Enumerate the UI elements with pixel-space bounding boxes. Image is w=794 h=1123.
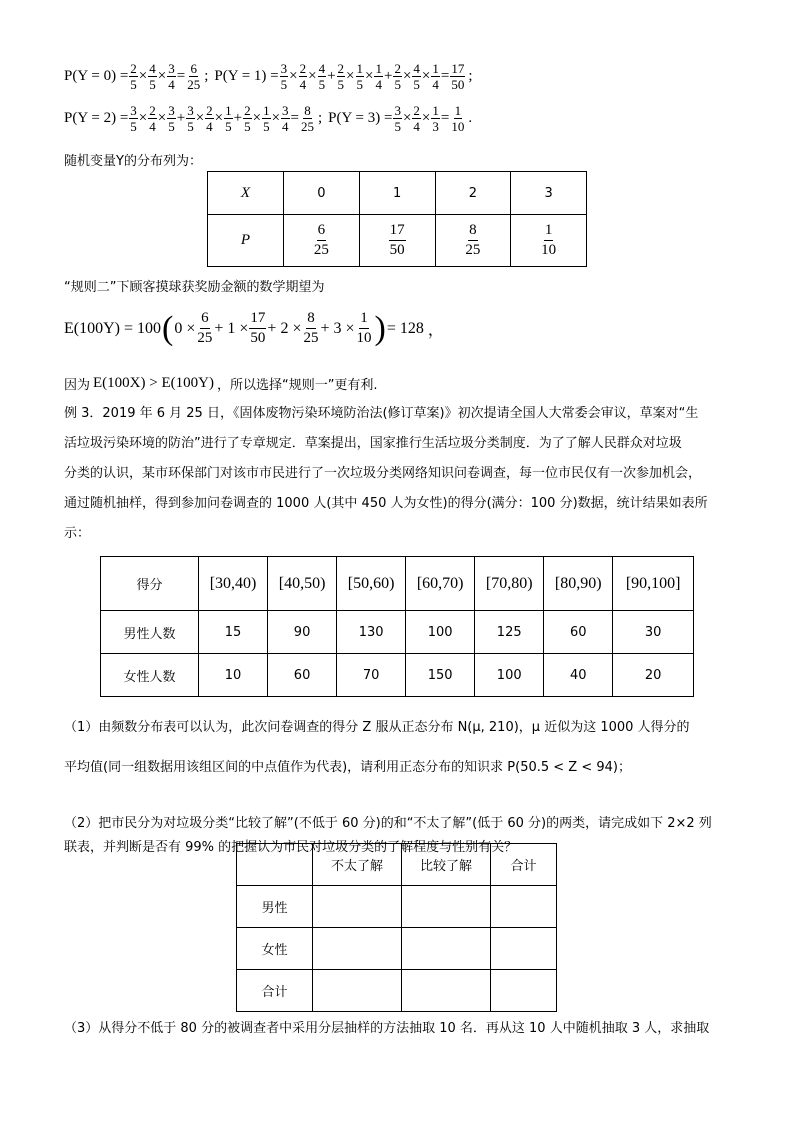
table-row (237, 928, 557, 970)
fraction (337, 62, 346, 91)
frac-num: 1 (375, 61, 382, 76)
frac-den: 5 (149, 77, 156, 92)
blank-cell[interactable] (491, 970, 557, 1012)
fraction (186, 62, 201, 91)
frac-den: 50 (389, 242, 405, 258)
table-cell: 60 (268, 654, 337, 697)
frac-num: 17 (451, 61, 465, 76)
question-2-line: 联表，并判断是否有 99% 的把握认为市民对垃圾分类的了解程度与性别有关？ (64, 840, 518, 855)
fraction (356, 310, 373, 347)
frac-num: 4 (318, 61, 326, 76)
fraction (431, 104, 440, 133)
contingency-col-header: 合计 (491, 844, 557, 886)
frac-num: 3 (280, 61, 288, 76)
frac-num: 6 (190, 61, 197, 76)
frac-den: 5 (318, 77, 326, 92)
conclusion-math: E(100X) > E(100Y) (93, 375, 214, 391)
frac-num: 6 (200, 310, 210, 329)
table-cell: 125 (475, 611, 544, 654)
frac-den: 4 (413, 119, 420, 134)
interval-header: [30,40) (199, 557, 268, 611)
frac-den: 10 (541, 242, 557, 258)
fraction (205, 104, 214, 133)
frac-num: 2 (337, 61, 345, 76)
dist-row-head-p: P (208, 215, 284, 267)
frac-den: 5 (263, 119, 270, 134)
fraction (196, 310, 213, 347)
dist-prob (359, 215, 435, 267)
fraction (186, 104, 195, 133)
fraction (280, 62, 289, 91)
contingency-table (236, 843, 557, 1012)
example3-line: 分类的认识，某市环保部门对该市市民进行了一次垃圾分类网络知识问卷调查，每一位市民仅有一次参加机会， (64, 466, 702, 481)
frac-den: 5 (413, 77, 420, 92)
fraction (300, 104, 315, 133)
fraction (393, 62, 402, 91)
frac-num: 2 (244, 103, 251, 118)
table-row (237, 970, 557, 1012)
frac-num: 3 (168, 61, 175, 76)
frac-num: 4 (413, 61, 420, 76)
example3-paragraph (64, 399, 708, 549)
frac-den: 25 (465, 242, 481, 258)
blank-cell[interactable] (402, 886, 491, 928)
fraction (224, 104, 233, 133)
frac-num: 17 (249, 310, 266, 329)
dist-value: 1 (359, 172, 435, 215)
frac-num: 1 (263, 103, 270, 118)
frac-num: 1 (225, 103, 232, 118)
interval-header: [40,50) (268, 557, 337, 611)
fraction (464, 222, 481, 259)
eq-p1-lhs: P(Y = 1) = (214, 68, 279, 84)
table-cell: 130 (337, 611, 406, 654)
fraction (243, 104, 252, 133)
frac-den: 10 (451, 119, 465, 134)
eq-p3-lhs: P(Y = 3) = (328, 110, 393, 126)
fraction (249, 310, 266, 347)
frac-num: 2 (413, 103, 420, 118)
fraction (450, 104, 465, 133)
frac-den: 5 (168, 119, 175, 134)
frac-num: 8 (306, 310, 316, 329)
frac-den: 10 (356, 330, 372, 346)
dist-value: 2 (435, 172, 511, 215)
table-row (101, 611, 694, 654)
frac-den: 3 (432, 119, 439, 134)
question-3: （3）从得分不低于 80 分的被调查者中采用分层抽样的方法抽取 10 名．再从这 10 人中随机抽取 3 人，求抽取 (64, 1021, 710, 1036)
interval-header: [80,90) (544, 557, 613, 611)
frac-den: 25 (187, 77, 201, 92)
fraction (313, 222, 330, 259)
fraction (412, 62, 421, 91)
dist-prob (511, 215, 587, 267)
fraction (129, 104, 138, 133)
frac-den: 25 (313, 242, 329, 258)
contingency-col-header: 比较了解 (402, 844, 491, 886)
frac-num: 1 (356, 61, 364, 76)
frac-num: 2 (394, 61, 401, 76)
blank-cell[interactable] (491, 886, 557, 928)
frac-den: 5 (337, 77, 345, 92)
fraction (148, 62, 157, 91)
question-1 (64, 708, 690, 788)
example3-line: 通过随机抽样，得到参加问卷调查的 1000 人(其中 450 人为女性)的得分(满分：100 分)数据，统计结果如表所 (64, 496, 708, 511)
frac-num: 2 (130, 61, 137, 76)
dist-prob (435, 215, 511, 267)
fraction (393, 104, 402, 133)
question-1-line: （1）由频数分布表可以认为，此次问卷调查的得分 Z 服从正态分布 N(μ, 210)，μ 近似为这 1000 人得分的 (64, 720, 690, 735)
expectation-equation: E(100Y) = 100 ( 0 × $\frac{6}{25}$ + 1 × $\frac{17}{50}$ + 2 × $\frac{8}{25}$ + 3 × $\frac{1}{10}$ ) = 128 ， (64, 309, 444, 347)
frac-den: 4 (432, 77, 439, 92)
expect-lhs: E(100Y) = 100 (64, 319, 162, 337)
fraction (374, 62, 383, 91)
eq-p2-lhs: P(Y = 2) = (64, 110, 129, 126)
frac-den: 5 (130, 77, 137, 92)
table-cell: 150 (406, 654, 475, 697)
table-cell: 70 (337, 654, 406, 697)
example3-line: 活垃圾污染环境的防治”进行了专章规定．草案提出，国家推行生活垃圾分类制度．为了了解人民群众对垃圾 (64, 436, 682, 451)
frac-den: 5 (394, 119, 401, 134)
table-cell: 15 (199, 611, 268, 654)
fraction (540, 222, 557, 259)
frac-den: 4 (299, 77, 307, 92)
row-label-male: 男性人数 (101, 611, 199, 654)
table-cell: 10 (199, 654, 268, 697)
frac-num: 3 (394, 103, 401, 118)
frac-num: 2 (149, 103, 156, 118)
table-cell: 40 (544, 654, 613, 697)
table-cell: 20 (613, 654, 694, 697)
frac-den: 4 (149, 119, 156, 134)
fraction (129, 62, 138, 91)
fraction (167, 62, 176, 91)
contingency-row-header: 合计 (237, 970, 313, 1012)
frac-den: 5 (225, 119, 232, 134)
frac-num: 4 (149, 61, 156, 76)
fraction (389, 222, 406, 259)
frac-num: 1 (454, 103, 462, 118)
frac-num: 3 (187, 103, 194, 118)
dist-value: 0 (284, 172, 360, 215)
frac-num: 1 (359, 310, 369, 329)
expectation-text: “规则二”下顾客摸球获奖励金额的数学期望为 (64, 280, 325, 295)
frac-den: 4 (375, 77, 382, 92)
dist-intro-text: 随机变量Y的分布列为： (64, 154, 202, 169)
contingency-row-header: 女性 (237, 928, 313, 970)
fraction (318, 62, 327, 91)
question-1-line: 平均值(同一组数据用该组区间的中点值作为代表)，请利用正态分布的知识求 P(50.5 < Z < 94)； (64, 760, 631, 775)
question-2-line: （2）把市民分为对垃圾分类“比较了解”(不低于 60 分)的和“不太了解”(低于 60 分)的两类，请完成如下 2×2 列 (64, 816, 712, 831)
frac-den: 50 (451, 77, 465, 92)
conclusion-line: 因为 E(100X) > E(100Y) ，所以选择“规则一”更有利. (64, 375, 378, 393)
table-cell: 100 (406, 611, 475, 654)
eq-p-y0-y1: P(Y = 0) = $\frac{2}{5}$ × $\frac{4}{5}$ × $\frac{3}{4}$ = $\frac{6}{25}$ ; P(Y = 1) = $\frac{3}{5}$ × $\frac{2}{4}$ × $\frac{4}{5}$ + $\frac{2}{5}$ × $\frac{1}{5}$ × $\frac{1}{4}$ + $\frac{2}{5}$ × $\frac{4}{5}$ × $\frac{1}{4}$ = $\frac{17}{50}$ ; (64, 61, 473, 92)
fraction (167, 104, 176, 133)
contingency-row-header: 男性 (237, 886, 313, 928)
table-cell: 100 (475, 654, 544, 697)
frac-num: 17 (389, 222, 406, 241)
contingency-col-header: 不太了解 (313, 844, 402, 886)
frac-den: 5 (394, 77, 401, 92)
fraction (302, 310, 319, 347)
frac-den: 25 (301, 119, 314, 134)
frac-num: 8 (304, 103, 311, 118)
dist-prob (284, 215, 360, 267)
frac-den: 4 (168, 77, 175, 92)
frac-num: 6 (317, 222, 327, 241)
example3-line: 示： (64, 526, 91, 541)
frac-den: 5 (356, 77, 364, 92)
table-cell: 30 (613, 611, 694, 654)
table-row (237, 886, 557, 928)
eq-p-y2-y3: P(Y = 2) = $\frac{3}{5}$ × $\frac{2}{4}$ × $\frac{3}{5}$ + $\frac{3}{5}$ × $\frac{2}{4}$ × $\frac{1}{5}$ + $\frac{2}{5}$ × $\frac{1}{5}$ × $\frac{3}{4}$ = $\frac{8}{25}$ ; P(Y = 3) = $\frac{3}{5}$ × $\frac{2}{4}$ × $\frac{1}{3}$ = $\frac{1}{10}$ . (64, 103, 473, 134)
table-row (101, 654, 694, 697)
interval-header: [70,80) (475, 557, 544, 611)
frac-den: 4 (206, 119, 213, 134)
frac-num: 1 (432, 61, 439, 76)
frac-den: 50 (250, 330, 266, 346)
frac-den: 5 (130, 119, 137, 134)
frac-den: 4 (282, 119, 289, 134)
fraction (262, 104, 271, 133)
frac-den: 25 (197, 330, 213, 346)
frac-den: 5 (244, 119, 251, 134)
table-cell: 60 (544, 611, 613, 654)
blank-cell[interactable] (491, 928, 557, 970)
interval-header: [60,70) (406, 557, 475, 611)
expect-result: = 128 (386, 319, 424, 337)
score-header: 得分 (101, 557, 199, 611)
frac-den: 5 (280, 77, 288, 92)
frac-num: 2 (299, 61, 307, 76)
frac-num: 8 (468, 222, 478, 241)
row-label-female: 女性人数 (101, 654, 199, 697)
dist-row-head-x: X (208, 172, 284, 215)
fraction (148, 104, 157, 133)
fraction (412, 104, 421, 133)
blank-cell[interactable] (402, 928, 491, 970)
interval-header: [50,60) (337, 557, 406, 611)
interval-header: [90,100] (613, 557, 694, 611)
contingency-corner (237, 844, 313, 886)
blank-cell[interactable] (313, 928, 402, 970)
blank-cell[interactable] (313, 970, 402, 1012)
fraction (356, 62, 365, 91)
frac-den: 25 (303, 330, 319, 346)
blank-cell[interactable] (313, 886, 402, 928)
frac-num: 1 (432, 103, 439, 118)
distribution-table (207, 171, 587, 267)
example3-line: 例 3．2019 年 6 月 25 日，《固体废物污染环境防治法(修订草案)》初次提请全国人大常委会审议，草案对“生 (64, 406, 699, 421)
fraction (431, 62, 440, 91)
fraction (450, 62, 465, 91)
dist-value: 3 (511, 172, 587, 215)
blank-cell[interactable] (402, 970, 491, 1012)
frac-den: 5 (187, 119, 194, 134)
frac-num: 3 (168, 103, 175, 118)
frac-num: 2 (206, 103, 213, 118)
frac-num: 3 (130, 103, 137, 118)
frac-num: 3 (282, 103, 289, 118)
fraction (281, 104, 290, 133)
table-cell: 90 (268, 611, 337, 654)
frac-num: 1 (544, 222, 554, 241)
fraction (299, 62, 308, 91)
eq-p0-lhs: P(Y = 0) = (64, 68, 129, 84)
score-frequency-table (100, 556, 694, 697)
